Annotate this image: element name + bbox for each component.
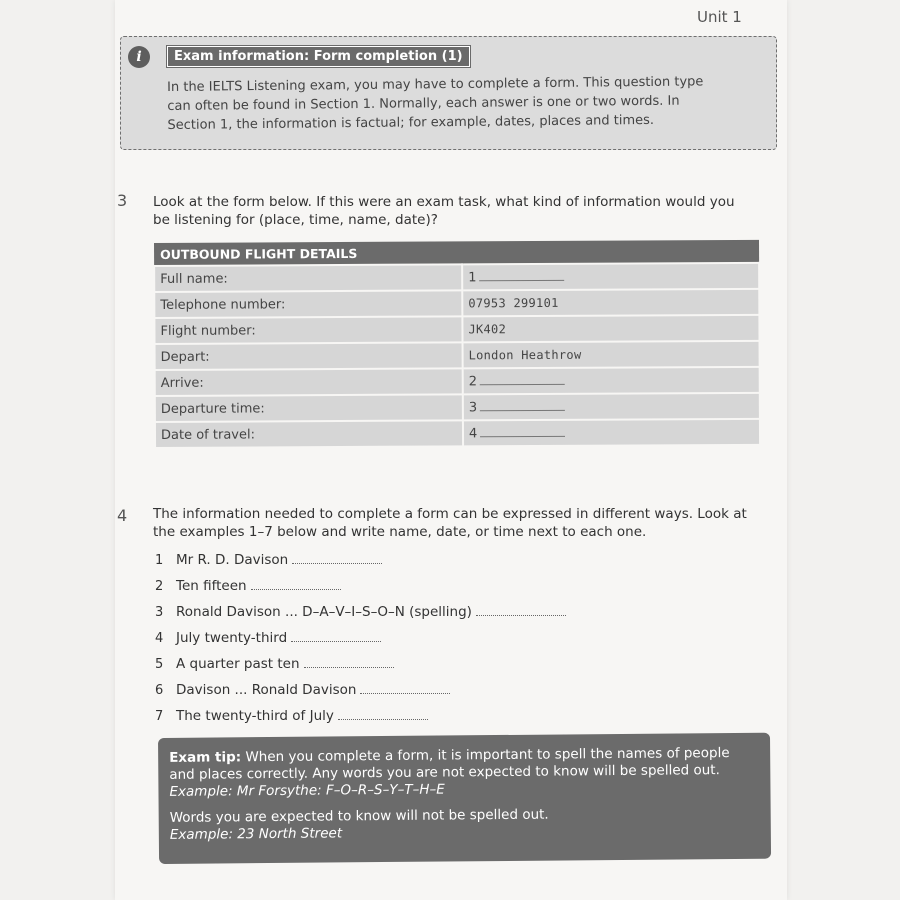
tip-example-1: Example: Mr Forsythe: F–O–R–S–Y–T–H–E xyxy=(169,781,445,800)
form-label: Telephone number: xyxy=(154,290,462,318)
form-answer-2[interactable]: 2 xyxy=(463,367,760,395)
answer-line[interactable] xyxy=(291,641,381,642)
examples-list xyxy=(155,552,715,734)
form-label: Arrive: xyxy=(155,368,463,396)
form-value: London Heathrow xyxy=(463,341,760,369)
list-item: 6 Davison ... Ronald Davison xyxy=(155,682,715,708)
list-item: 1 Mr R. D. Davison xyxy=(155,552,715,578)
list-item: 7 The twenty-third of July xyxy=(155,708,715,734)
form-label: Date of travel: xyxy=(155,420,463,448)
question-4-text: The information needed to complete a form can be expressed in different ways. Look at the examples 1–7 below and write name, date, or time next to each one. xyxy=(153,506,747,540)
answer-blank xyxy=(480,409,565,410)
answer-blank xyxy=(480,435,565,436)
form-row xyxy=(155,341,760,370)
form-label: Depart: xyxy=(155,342,463,370)
outbound-flight-form xyxy=(153,240,761,449)
info-icon: i xyxy=(128,46,150,68)
form-row xyxy=(154,315,759,344)
question-3-text: Look at the form below. If this were an exam task, what kind of information would you be listening for (place, time, name, date)? xyxy=(153,194,735,228)
form-value: JK402 xyxy=(462,315,759,343)
info-box-text: In the IELTS Listening exam, you may have to complete a form. This question type can often be found in Section 1. Normally, each answer is one or two words. In Section 1, the information is factual; for example, dates, places and times. xyxy=(167,74,704,133)
form-value: 07953 299101 xyxy=(462,289,759,317)
form-answer-3[interactable]: 3 xyxy=(463,393,760,421)
info-box-title: Exam information: Form completion (1) xyxy=(167,46,470,67)
form-title: OUTBOUND FLIGHT DETAILS xyxy=(154,240,759,266)
list-item: 4 July twenty-third xyxy=(155,630,715,656)
tip-body-2: Words you are expected to know will not be spelled out. xyxy=(169,806,549,826)
form-row xyxy=(155,367,760,396)
form-row xyxy=(155,419,760,448)
answer-line[interactable] xyxy=(360,693,450,694)
tip-label: Exam tip: xyxy=(169,749,242,766)
list-item: 5 A quarter past ten xyxy=(155,656,715,682)
form-answer-1[interactable]: 1 xyxy=(462,263,759,291)
answer-blank xyxy=(480,383,565,384)
answer-line[interactable] xyxy=(338,719,428,720)
question-3-number: 3 xyxy=(117,191,128,210)
form-row xyxy=(154,289,759,318)
answer-line[interactable] xyxy=(304,667,394,668)
form-label: Full name: xyxy=(154,264,462,292)
question-4-number: 4 xyxy=(117,506,128,525)
list-item: 3 Ronald Davison ... D–A–V–I–S–O–N (spelling) xyxy=(155,604,715,630)
answer-line[interactable] xyxy=(292,563,382,564)
tip-example-2: Example: 23 North Street xyxy=(169,825,343,843)
form-row xyxy=(154,263,759,292)
unit-label: Unit 1 xyxy=(697,8,742,26)
list-item: 2 Ten fifteen xyxy=(155,578,715,604)
answer-blank xyxy=(479,279,564,280)
form-label: Flight number: xyxy=(154,316,462,344)
exam-tip-box xyxy=(158,733,771,864)
form-label: Departure time: xyxy=(155,394,463,422)
tip-body: When you complete a form, it is important to spell the names of people and places correctly. Any words you are not expected to know will be spelled out. xyxy=(169,745,730,783)
form-answer-4[interactable]: 4 xyxy=(463,419,760,447)
answer-line[interactable] xyxy=(476,615,566,616)
exam-tip-text xyxy=(169,745,760,844)
answer-line[interactable] xyxy=(251,589,341,590)
form-row xyxy=(155,393,760,422)
